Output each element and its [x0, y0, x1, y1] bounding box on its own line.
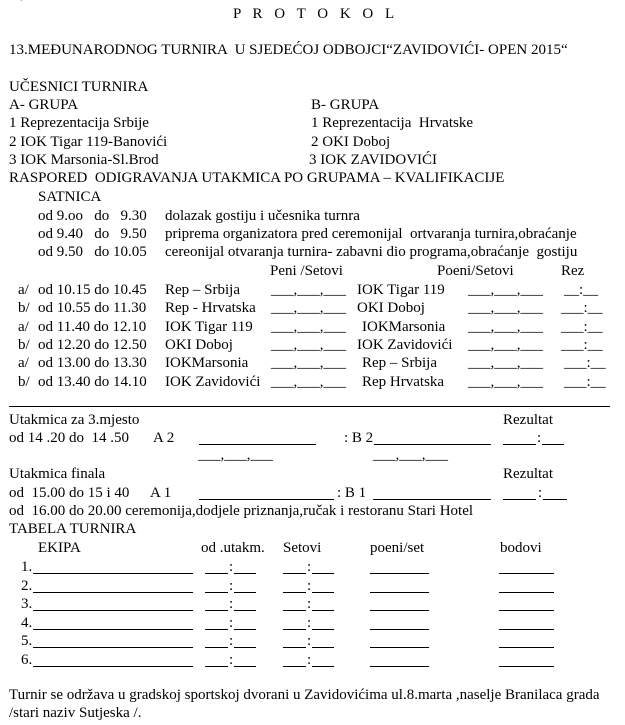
- table-row-sets-sep: :: [307, 578, 312, 594]
- third-place-score-home[interactable]: [503, 444, 536, 445]
- third-place-result-label: Rezultat: [503, 412, 553, 428]
- final-score-away[interactable]: [543, 499, 567, 500]
- table-row-team-field[interactable]: [33, 610, 193, 611]
- group-b-team: 3 IOK ZAVIDOVIĆI: [309, 152, 438, 168]
- match-result[interactable]: ___:__: [564, 355, 606, 371]
- table-heading: TABELA TURNIRA: [9, 521, 137, 537]
- table-row-games-sep: :: [229, 559, 234, 575]
- table-row-bodovi-field[interactable]: [499, 592, 554, 593]
- match-time: od 10.55 do 11.30: [38, 300, 147, 316]
- table-row-points-field[interactable]: [370, 610, 429, 611]
- table-row-games-home[interactable]: [205, 666, 228, 667]
- match-home: IOKMarsonia: [165, 355, 249, 371]
- match-result[interactable]: ___:__: [561, 319, 603, 335]
- match-group: b/: [18, 337, 30, 353]
- match-away: OKI Doboj: [357, 300, 425, 316]
- table-row-number: 5.: [21, 633, 33, 649]
- match-time: od 12.20 do 12.50: [38, 337, 147, 353]
- match-sets-away[interactable]: ___,___,___: [468, 300, 543, 316]
- table-row-sets-sep: :: [307, 652, 312, 668]
- table-col-team: EKIPA: [38, 540, 81, 556]
- match-sets-away[interactable]: ___,___,___: [468, 337, 543, 353]
- third-place-sets-b[interactable]: ___,___,___: [373, 447, 448, 463]
- match-sets-home[interactable]: ___,___,___: [271, 337, 346, 353]
- header-sets-right: Poeni/Setovi: [437, 263, 514, 279]
- match-away: Rep Hrvatska: [362, 374, 445, 390]
- table-row-bodovi-field[interactable]: [499, 629, 554, 630]
- third-place-team-a: A 2: [153, 430, 175, 446]
- table-row-sets-away[interactable]: [312, 629, 334, 630]
- table-row-sets-home[interactable]: [283, 592, 306, 593]
- match-sets-home[interactable]: ___,___,___: [271, 374, 346, 390]
- page-title: P R O T O K O L: [233, 6, 399, 22]
- third-place-team-a-field[interactable]: [199, 444, 316, 445]
- table-row-bodovi-field[interactable]: [499, 647, 554, 648]
- table-row-games-sep: :: [229, 578, 234, 594]
- third-place-sets-a[interactable]: ___,___,___: [198, 447, 273, 463]
- match-home: IOK Tigar 119: [165, 319, 253, 335]
- match-sets-home[interactable]: ___,___,___: [271, 355, 346, 371]
- header-result: Rez: [561, 263, 585, 279]
- table-row-sets-home[interactable]: [283, 647, 306, 648]
- table-row-games-home[interactable]: [205, 629, 228, 630]
- match-group: b/: [18, 300, 30, 316]
- final-score-home[interactable]: [503, 499, 536, 500]
- satnica-time: od 9.oo do 9.30: [38, 208, 147, 224]
- table-row-team-field[interactable]: [33, 573, 193, 574]
- match-home: Rep – Srbija: [165, 282, 240, 298]
- third-place-score-sep: :: [537, 430, 542, 446]
- match-time: od 11.40 do 12.10: [38, 319, 147, 335]
- table-row-points-field[interactable]: [370, 573, 429, 574]
- final-result-label: Rezultat: [503, 466, 553, 482]
- table-row-bodovi-field[interactable]: [499, 573, 554, 574]
- match-result[interactable]: __:__: [564, 282, 599, 298]
- table-col-sets: Setovi: [283, 540, 322, 556]
- table-row-sets-sep: :: [307, 559, 312, 575]
- table-row-sets-away[interactable]: [312, 610, 334, 611]
- table-row-number: 1.: [21, 559, 33, 575]
- group-b-team: 2 OKI Doboj: [311, 134, 391, 150]
- match-result[interactable]: ___:__: [561, 337, 603, 353]
- satnica-text: cereonijal otvaranja turnira- zabavni dio programa,obraćanje gostiju: [165, 244, 578, 260]
- table-row-points-field[interactable]: [370, 629, 429, 630]
- table-row-bodovi-field[interactable]: [499, 666, 554, 667]
- third-place-score-away[interactable]: [542, 444, 564, 445]
- table-col-games: od .utakm.: [201, 540, 265, 556]
- footer-text: Turnir se održava u gradskoj sportskoj dvorani u Zavidovićima ul.8.marta ,naselje Branilaca grada /stari naziv Sutjeska /.: [9, 687, 600, 721]
- third-place-team-b-field[interactable]: [374, 444, 491, 445]
- final-team-b-field[interactable]: [373, 499, 491, 500]
- final-team-b: : B 1: [337, 485, 367, 501]
- satnica-time: od 9.40 do 9.50: [38, 226, 147, 242]
- table-col-points: poeni/set: [370, 540, 425, 556]
- final-team-a-field[interactable]: [199, 499, 334, 500]
- match-sets-home[interactable]: ___,___,___: [271, 319, 346, 335]
- table-row-sets-home[interactable]: [283, 666, 306, 667]
- table-row-games-away[interactable]: [234, 592, 256, 593]
- table-row-games-sep: :: [229, 615, 234, 631]
- table-row-points-field[interactable]: [370, 592, 429, 593]
- table-row-team-field[interactable]: [33, 592, 193, 593]
- table-row-games-away[interactable]: [234, 629, 256, 630]
- final-score-sep: :: [538, 485, 543, 501]
- table-row-points-field[interactable]: [370, 666, 429, 667]
- match-away: IOK Zavidovići: [357, 337, 453, 353]
- table-row-sets-away[interactable]: [312, 647, 334, 648]
- table-row-team-field[interactable]: [33, 666, 193, 667]
- group-b-team: 1 Reprezentacija Hrvatske: [311, 115, 474, 131]
- satnica-label: SATNICA: [38, 189, 102, 205]
- match-away: Rep – Srbija: [362, 355, 437, 371]
- tournament-title: 13.MEĐUNARODNOG TURNIRA U SJEDEĆOJ ODBOJCI“ZAVIDOVIĆI- OPEN 2015“: [9, 42, 568, 58]
- table-row-sets-home[interactable]: [283, 610, 306, 611]
- match-sets-away[interactable]: ___,___,___: [468, 319, 543, 335]
- table-row-games-away[interactable]: [234, 610, 256, 611]
- header-sets-left: Peni /Setovi: [270, 263, 343, 279]
- section-divider: [9, 406, 610, 407]
- table-row-number: 6.: [21, 652, 33, 668]
- final-label: Utakmica finala: [9, 466, 106, 482]
- match-away: IOKMarsonia: [362, 319, 446, 335]
- match-group: a/: [18, 319, 29, 335]
- group-b-label: B- GRUPA: [311, 97, 380, 113]
- table-row-games-home[interactable]: [205, 573, 228, 574]
- final-team-a: A 1: [150, 485, 172, 501]
- table-row-sets-home[interactable]: [283, 629, 306, 630]
- group-a-team: 3 IOK Marsonia-Sl.Brod: [9, 152, 159, 168]
- table-row-number: 3.: [21, 596, 33, 612]
- third-place-time: od 14 .20 do 14 .50: [9, 430, 129, 446]
- match-time: od 13.40 do 14.10: [38, 374, 147, 390]
- table-row-sets-sep: :: [307, 615, 312, 631]
- table-row-team-field[interactable]: [33, 647, 193, 648]
- match-group: b/: [18, 374, 30, 390]
- satnica-time: od 9.50 do 10.05: [38, 244, 147, 260]
- match-sets-away[interactable]: ___,___,___: [468, 282, 543, 298]
- table-row-games-home[interactable]: [205, 647, 228, 648]
- table-row-bodovi-field[interactable]: [499, 610, 554, 611]
- group-a-team: 1 Reprezentacija Srbije: [9, 115, 149, 131]
- table-row-number: 2.: [21, 578, 33, 594]
- table-row-team-field[interactable]: [33, 629, 193, 630]
- table-row-sets-home[interactable]: [283, 573, 306, 574]
- table-row-games-home[interactable]: [205, 592, 228, 593]
- schedule-heading: RASPORED ODIGRAVANJA UTAKMICA PO GRUPAMA – KVALIFIKACIJE: [9, 170, 505, 186]
- table-row-games-sep: :: [229, 652, 234, 668]
- table-row-games-sep: :: [229, 596, 234, 612]
- table-row-sets-sep: :: [307, 596, 312, 612]
- page-fragment: ’: [20, 0, 23, 7]
- table-row-sets-away[interactable]: [312, 573, 334, 574]
- table-row-sets-away[interactable]: [312, 592, 334, 593]
- match-sets-away[interactable]: ___,___,___: [468, 374, 543, 390]
- match-away: IOK Tigar 119: [357, 282, 445, 298]
- table-row-games-away[interactable]: [234, 666, 256, 667]
- match-sets-home[interactable]: ___,___,___: [271, 282, 346, 298]
- table-col-bodovi: bodovi: [500, 540, 542, 556]
- match-sets-away[interactable]: ___,___,___: [468, 355, 543, 371]
- table-row-sets-sep: :: [307, 633, 312, 649]
- match-result[interactable]: ___:__: [561, 300, 603, 316]
- group-a-label: A- GRUPA: [9, 97, 79, 113]
- match-result[interactable]: ___:__: [564, 374, 606, 390]
- match-home: IOK Zavidovići: [165, 374, 261, 390]
- third-place-team-b: : B 2: [344, 430, 374, 446]
- table-row-games-away[interactable]: [234, 573, 256, 574]
- participants-heading: UČESNICI TURNIRA: [9, 79, 149, 95]
- table-row-games-away[interactable]: [234, 647, 256, 648]
- final-time: od 15.00 do 15 i 40: [9, 485, 130, 501]
- match-home: Rep - Hrvatska: [165, 300, 256, 316]
- match-sets-home[interactable]: ___,___,___: [271, 300, 346, 316]
- table-row-sets-away[interactable]: [312, 666, 334, 667]
- third-place-label: Utakmica za 3.mjesto: [9, 412, 140, 428]
- match-time: od 13.00 do 13.30: [38, 355, 147, 371]
- table-row-games-home[interactable]: [205, 610, 228, 611]
- satnica-text: dolazak gostiju i učesnika turnra: [165, 208, 360, 224]
- table-row-number: 4.: [21, 615, 33, 631]
- match-time: od 10.15 do 10.45: [38, 282, 147, 298]
- satnica-text: priprema organizatora pred ceremonijal ortvaranja turnira,obraćanje: [165, 226, 577, 242]
- table-row-games-sep: :: [229, 633, 234, 649]
- group-a-team: 2 IOK Tigar 119-Banovići: [9, 134, 168, 150]
- table-row-points-field[interactable]: [370, 647, 429, 648]
- match-group: a/: [18, 282, 29, 298]
- ceremony-text: od 16.00 do 20.00 ceremonija,dodjele priznanja,ručak i restoranu Stari Hotel: [9, 503, 474, 519]
- match-home: OKI Doboj: [165, 337, 233, 353]
- match-group: a/: [18, 355, 29, 371]
